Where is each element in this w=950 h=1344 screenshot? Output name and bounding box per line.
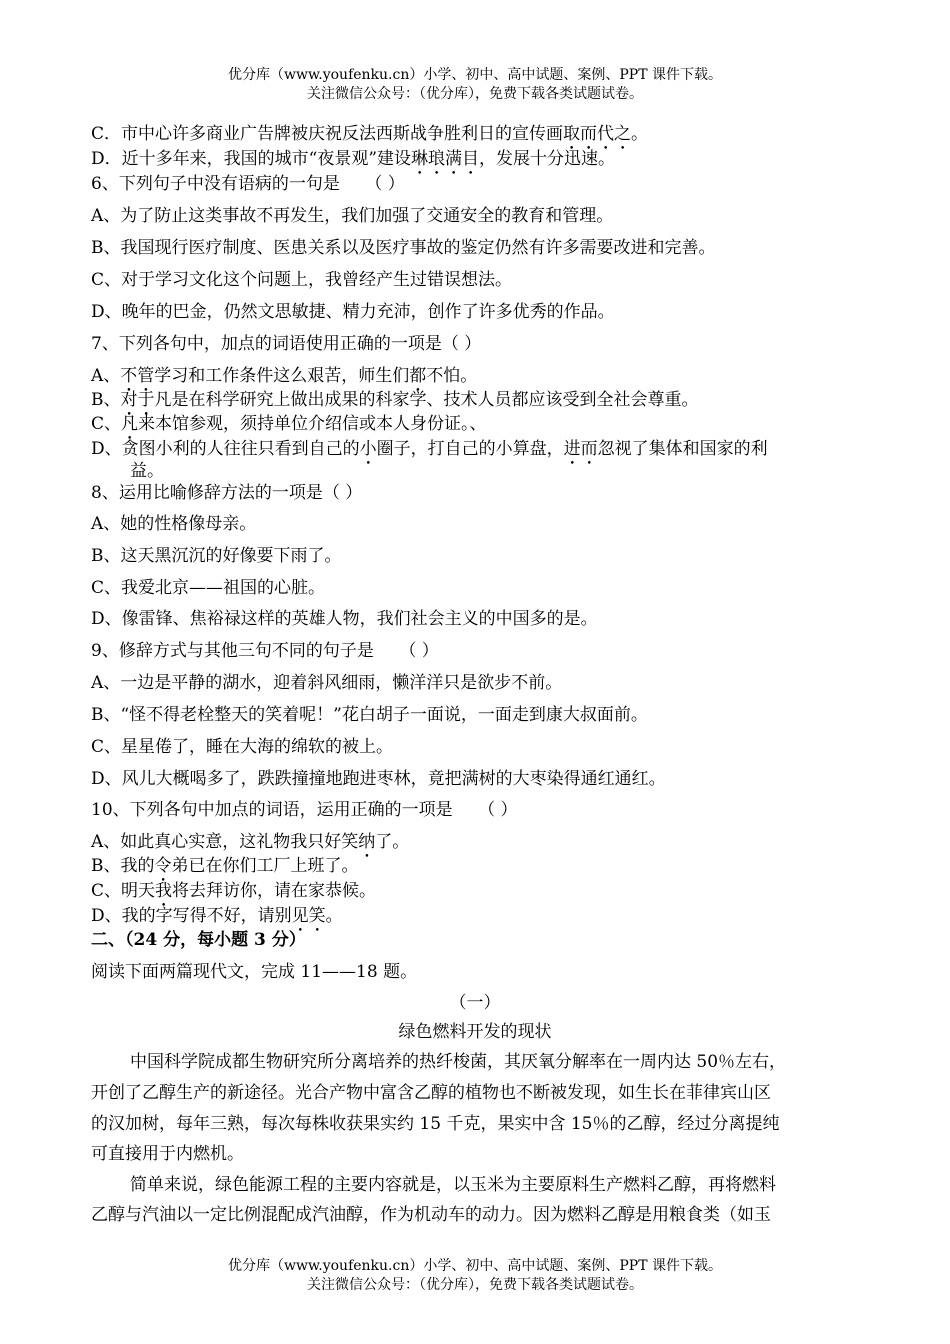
q9-stem: 9、修辞方式与其他三句不同的句子是 （ ） — [91, 641, 439, 661]
q6-option-d: D、晚年的巴金，仍然文思敏捷、精力充沛，创作了许多优秀的作品。 — [91, 302, 615, 322]
q10-option-d: D、我的字写得不好，请别见笑。 — [91, 906, 343, 926]
q10-option-b: B、我的令弟已在你们工厂上班了。 — [91, 856, 359, 876]
q6-stem: 6、下列句子中没有语病的一句是 （ ） — [91, 174, 405, 194]
q8-option-c: C、我爱北京——祖国的心脏。 — [91, 578, 326, 598]
paragraph-1-line-1: 中国科学院成都生物研究所分离培养的热纤梭菌，其厌氧分解率在一周内达 50％左右， — [130, 1052, 787, 1072]
header-line-2: 关注微信公众号：（优分库），免费下载各类试题试卷。 — [307, 86, 643, 102]
q7-option-d-continued: 益。 — [130, 461, 164, 481]
q7-stem: 7、下列各句中，加点的词语使用正确的一项是（ ） — [91, 334, 482, 354]
q8-option-a: A、她的性格像母亲。 — [91, 514, 257, 534]
q10-stem: 10、下列各句中加点的词语，运用正确的一项是 （ ） — [91, 800, 518, 820]
q6-option-c: C、对于学习文化这个问题上，我曾经产生过错误想法。 — [91, 270, 513, 290]
q6-option-b: B、我国现行医疗制度、医患关系以及医疗事故的鉴定仍然有许多需要改进和完善。 — [91, 238, 716, 258]
q9-option-c: C、星星倦了，睡在大海的绵软的被上。 — [91, 737, 394, 757]
q5-option-c: C．市中心许多商业广告牌被庆祝反法西斯战争胜利日的宣传画取而代之。 — [91, 124, 649, 144]
q9-option-a: A、一边是平静的湖水，迎着斜风细雨，懒洋洋只是欲步不前。 — [91, 673, 563, 693]
q7-option-c: C、凡来本馆参观，须持单位介绍信或本人身份证。、 — [91, 414, 487, 434]
q5-option-d: D．近十多年来，我国的城市“夜景观”建设琳琅满目，发展十分迅速。 — [91, 149, 616, 169]
q8-option-b: B、这天黑沉沉的好像要下雨了。 — [91, 546, 342, 566]
q6-option-a: A、为了防止这类事故不再发生，我们加强了交通安全的教育和管理。 — [91, 206, 614, 226]
footer-line-2: 关注微信公众号：（优分库），免费下载各类试题试卷。 — [307, 1277, 643, 1293]
q8-option-d: D、像雷锋、焦裕禄这样的英雄人物，我们社会主义的中国多的是。 — [91, 609, 598, 629]
q10-option-a: A、如此真心实意，这礼物我只好笑纳了。 — [91, 832, 410, 852]
q8-stem: 8、运用比喻修辞方法的一项是（ ） — [91, 483, 363, 503]
q9-option-b: B、“怪不得老栓整天的笑着呢！”花白胡子一面说，一面走到康大叔面前。 — [91, 705, 648, 725]
section-intro: 阅读下面两篇现代文，完成 11——18 题。 — [91, 962, 418, 982]
q7-option-d: D、贪图小利的人往往只看到自己的小圈子，打自己的小算盘，进而忽视了集体和国家的利 — [91, 439, 768, 459]
paragraph-1-line-2: 开创了乙醇生产的新途径。光合产物中富含乙醇的植物也不断被发现，如生长在菲律宾山区 — [91, 1083, 771, 1103]
section-heading: 二、（24 分，每小题 3 分） — [91, 930, 306, 950]
paragraph-2-line-2: 乙醇与汽油以一定比例混配成汽油醇，作为机动车的动力。因为燃料乙醇是用粮食类（如玉 — [91, 1205, 771, 1225]
passage-title: 绿色燃料开发的现状 — [398, 1022, 552, 1042]
paragraph-1-line-4: 可直接用于内燃机。 — [91, 1144, 244, 1164]
footer-line-1: 优分库（www.youfenku.cn）小学、初中、高中试题、案例、PPT 课件下载。 — [227, 1258, 722, 1274]
q9-option-d: D、风儿大概喝多了，跌跌撞撞地跑进枣林，竟把满树的大枣染得通红通红。 — [91, 769, 666, 789]
q7-option-a: A、不管学习和工作条件这么艰苦，师生们都不怕。 — [91, 366, 478, 386]
page-footer — [0, 1257, 950, 1295]
paragraph-2-line-1: 简单来说，绿色能源工程的主要内容就是，以玉米为主要原料生产燃料乙醇，再将燃料 — [130, 1175, 776, 1195]
header-line-1: 优分库（www.youfenku.cn）小学、初中、高中试题、案例、PPT 课件下载。 — [227, 67, 722, 83]
q10-option-c: C、明天我将去拜访你，请在家恭候。 — [91, 881, 377, 901]
passage-part-label: （一） — [449, 993, 501, 1013]
paragraph-1-line-3: 的汉加树，每年三熟，每次每株收获果实约 15 千克，果实中含 15％的乙醇，经过分离提纯 — [91, 1114, 780, 1134]
q7-option-b: B、对于凡是在科学研究上做出成果的科家学、技术人员都应该受到全社会尊重。 — [91, 390, 699, 410]
page-header — [0, 66, 950, 104]
